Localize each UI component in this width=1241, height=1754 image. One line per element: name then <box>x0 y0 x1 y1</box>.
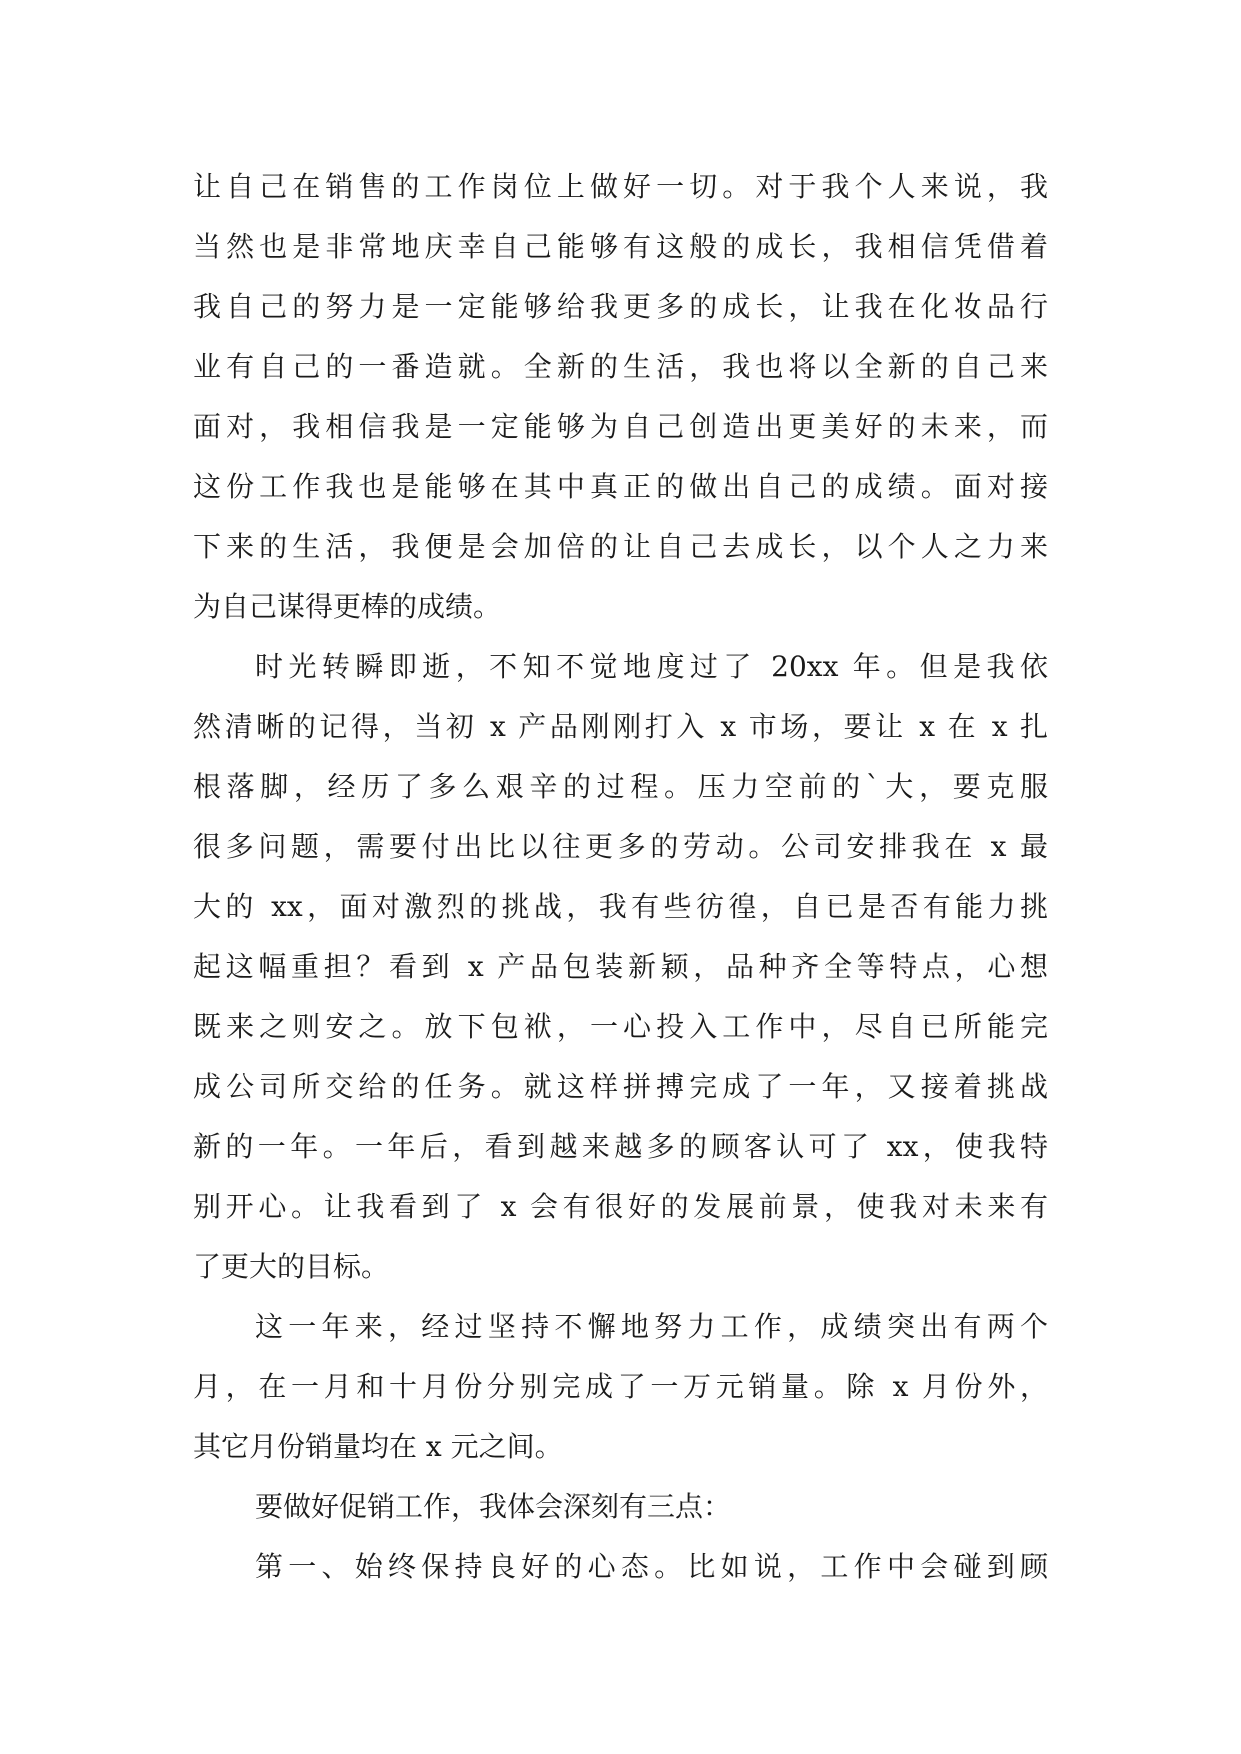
text-line: 要做好促销工作，我体会深刻有三点： <box>255 1490 732 1523</box>
text-line: 其它月份销量均在 x 元之间。 <box>193 1430 563 1463</box>
text-line: 下来的生活，我便是会加倍的让自己去成长，以个人之力来 <box>193 530 1048 563</box>
text-line: 然清晰的记得，当初 x 产品刚刚打入 x 市场，要让 x 在 x 扎 <box>193 710 1048 743</box>
text-line: 面对，我相信我是一定能够为自己创造出更美好的未来，而 <box>193 410 1048 443</box>
paragraph-2 <box>193 637 1048 1297</box>
text-line: 了更大的目标。 <box>193 1250 390 1283</box>
text-line: 很多问题，需要付出比以往更多的劳动。公司安排我在 x 最 <box>193 830 1048 863</box>
text-line: 业有自己的一番造就。全新的生活，我也将以全新的自己来 <box>193 350 1048 383</box>
text-line: 我自己的努力是一定能够给我更多的成长，让我在化妆品行 <box>193 290 1048 323</box>
paragraph-5 <box>193 1537 1048 1597</box>
paragraph-3 <box>193 1297 1048 1477</box>
text-line: 既来之则安之。放下包袱，一心投入工作中，尽自已所能完 <box>193 1010 1048 1043</box>
text-line: 让自己在销售的工作岗位上做好一切。对于我个人来说，我 <box>193 170 1048 203</box>
text-line: 为自己谋得更棒的成绩。 <box>193 590 502 623</box>
text-line: 月，在一月和十月份分别完成了一万元销量。除 x 月份外， <box>193 1370 1048 1403</box>
document-body <box>193 157 1048 1597</box>
text-line: 新的一年。一年后，看到越来越多的顾客认可了 xx，使我特 <box>193 1130 1048 1163</box>
text-line: 时光转瞬即逝，不知不觉地度过了 20xx 年。但是我依 <box>255 650 1048 683</box>
text-line: 别开心。让我看到了 x 会有很好的发展前景，使我对未来有 <box>193 1190 1048 1223</box>
text-line: 大的 xx，面对激烈的挑战，我有些彷徨，自已是否有能力挑 <box>193 890 1048 923</box>
text-line: 这份工作我也是能够在其中真正的做出自己的成绩。面对接 <box>193 470 1048 503</box>
text-line: 根落脚，经历了多么艰辛的过程。压力空前的`大，要克服 <box>193 770 1048 803</box>
paragraph-4 <box>193 1477 1048 1537</box>
paragraph-1 <box>193 157 1048 637</box>
text-line: 成公司所交给的任务。就这样拼搏完成了一年，又接着挑战 <box>193 1070 1048 1103</box>
text-line: 这一年来，经过坚持不懈地努力工作，成绩突出有两个 <box>255 1310 1048 1343</box>
text-line: 当然也是非常地庆幸自己能够有这般的成长，我相信凭借着 <box>193 230 1048 263</box>
text-line: 起这幅重担？看到 x 产品包装新颖，品种齐全等特点，心想 <box>193 950 1048 983</box>
text-line: 第一、始终保持良好的心态。比如说，工作中会碰到顾 <box>255 1550 1048 1583</box>
